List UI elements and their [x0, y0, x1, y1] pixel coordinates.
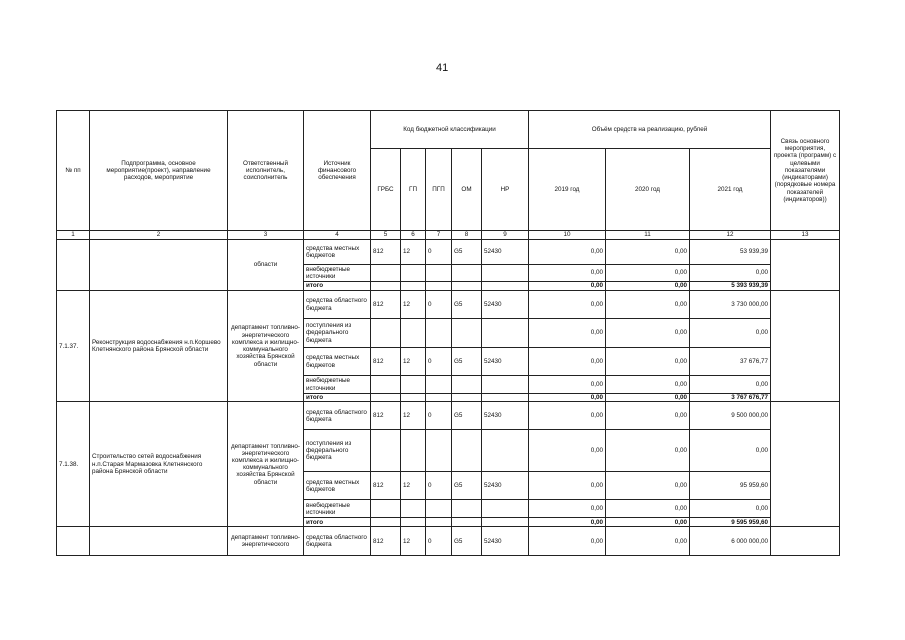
cell-pgp: 0 [426, 291, 452, 319]
cell-grbs [371, 282, 401, 291]
cell-pgp [426, 394, 452, 402]
header-program: Подпрограмма, основное мероприятие(проект), направление расходов, мероприятие [90, 111, 228, 231]
cell-y2020: 0,00 [606, 430, 690, 472]
cell-grbs [371, 394, 401, 402]
table-header [57, 111, 840, 240]
cell-y2020: 0,00 [606, 291, 690, 319]
cell-link [771, 402, 840, 527]
cell-program: Реконструкция водоснабжения н.п.Коршево Клетнянского района Брянской области [90, 291, 228, 402]
cell-grbs: 812 [371, 348, 401, 376]
cell-link [771, 240, 840, 291]
cell-npp [57, 240, 90, 291]
cell-program: Строительство сетей водоснабжения н.п.Старая Мармазовка Клетнянского района Брянской области [90, 402, 228, 527]
cell-y2021: 0,00 [690, 265, 771, 282]
header-grbs: ГРБС [371, 149, 401, 231]
cell-source: итого [304, 518, 371, 527]
header-gp: ГП [401, 149, 426, 231]
header-executor: Ответственный исполнитель, соисполнитель [228, 111, 304, 231]
header-pgp: ПГП [426, 149, 452, 231]
column-number: 12 [690, 231, 771, 240]
cell-y2020: 0,00 [606, 527, 690, 556]
cell-y2019: 0,00 [529, 472, 606, 500]
cell-om: G5 [452, 348, 482, 376]
cell-grbs [371, 500, 401, 518]
cell-source: внебюджетные источники [304, 376, 371, 394]
column-number: 1 [57, 231, 90, 240]
table-row [57, 527, 840, 556]
cell-y2019: 0,00 [529, 265, 606, 282]
cell-source: средства областного бюджета [304, 291, 371, 319]
cell-y2019: 0,00 [529, 282, 606, 291]
cell-npp: 7.1.38. [57, 402, 90, 527]
column-number: 8 [452, 231, 482, 240]
cell-gp: 12 [401, 402, 426, 430]
cell-executor: области [228, 240, 304, 291]
table-row [57, 291, 840, 319]
cell-gp [401, 376, 426, 394]
cell-np [482, 518, 529, 527]
cell-pgp [426, 500, 452, 518]
cell-y2021: 37 676,77 [690, 348, 771, 376]
cell-y2020: 0,00 [606, 500, 690, 518]
cell-pgp: 0 [426, 348, 452, 376]
cell-executor: департамент топливно-энергетического [228, 527, 304, 556]
cell-y2019: 0,00 [529, 319, 606, 348]
cell-y2021: 0,00 [690, 319, 771, 348]
header-y2021: 2021 год [690, 149, 771, 231]
cell-grbs [371, 518, 401, 527]
cell-y2021: 5 393 939,39 [690, 282, 771, 291]
cell-source: поступления из федерального бюджета [304, 319, 371, 348]
cell-pgp: 0 [426, 240, 452, 265]
cell-om: G5 [452, 240, 482, 265]
cell-y2019: 0,00 [529, 527, 606, 556]
cell-np: 52430 [482, 402, 529, 430]
cell-y2020: 0,00 [606, 402, 690, 430]
table-row [57, 402, 840, 430]
column-number: 10 [529, 231, 606, 240]
cell-link [771, 291, 840, 402]
cell-y2021: 0,00 [690, 376, 771, 394]
cell-npp: 7.1.37. [57, 291, 90, 402]
cell-source: средства местных бюджетов [304, 472, 371, 500]
cell-np [482, 319, 529, 348]
cell-y2019: 0,00 [529, 518, 606, 527]
header-npp: № пп [57, 111, 90, 231]
column-number: 2 [90, 231, 228, 240]
cell-np: 52430 [482, 240, 529, 265]
cell-y2019: 0,00 [529, 348, 606, 376]
cell-np [482, 376, 529, 394]
cell-y2021: 95 959,60 [690, 472, 771, 500]
header-np: НР [482, 149, 529, 231]
cell-source: итого [304, 282, 371, 291]
cell-gp [401, 282, 426, 291]
cell-gp: 12 [401, 527, 426, 556]
cell-program [90, 527, 228, 556]
column-number-row [57, 231, 840, 240]
cell-pgp: 0 [426, 402, 452, 430]
header-link: Связь основного мероприятия, проекта (программ) с целевыми показателями (индикаторами) (порядковые номера показателей (индикаторов)) [771, 111, 840, 231]
cell-y2021: 3 730 000,00 [690, 291, 771, 319]
cell-y2020: 0,00 [606, 319, 690, 348]
cell-gp: 12 [401, 348, 426, 376]
cell-y2019: 0,00 [529, 402, 606, 430]
cell-executor: департамент топливно-энергетического комплекса и жилищно-коммунального хозяйства Брянской области [228, 291, 304, 402]
cell-np: 52430 [482, 472, 529, 500]
cell-grbs: 812 [371, 402, 401, 430]
cell-y2021: 53 939,39 [690, 240, 771, 265]
cell-y2019: 0,00 [529, 376, 606, 394]
cell-gp [401, 518, 426, 527]
cell-gp [401, 265, 426, 282]
cell-y2020: 0,00 [606, 376, 690, 394]
header-source: Источник финансового обеспечения [304, 111, 371, 231]
cell-source: средства местных бюджетов [304, 348, 371, 376]
cell-grbs [371, 319, 401, 348]
cell-pgp [426, 518, 452, 527]
cell-source: итого [304, 394, 371, 402]
cell-np [482, 394, 529, 402]
cell-y2020: 0,00 [606, 282, 690, 291]
cell-gp [401, 500, 426, 518]
cell-source: внебюджетные источники [304, 500, 371, 518]
cell-program [90, 240, 228, 291]
budget-table [56, 110, 840, 556]
header-y2020: 2020 год [606, 149, 690, 231]
column-number: 11 [606, 231, 690, 240]
header-y2019: 2019 год [529, 149, 606, 231]
cell-om: G5 [452, 472, 482, 500]
column-number: 9 [482, 231, 529, 240]
cell-y2021: 0,00 [690, 430, 771, 472]
cell-source: средства областного бюджета [304, 527, 371, 556]
cell-y2020: 0,00 [606, 265, 690, 282]
cell-om [452, 319, 482, 348]
cell-source: средства областного бюджета [304, 402, 371, 430]
cell-y2021: 9 500 000,00 [690, 402, 771, 430]
cell-pgp [426, 319, 452, 348]
cell-om [452, 500, 482, 518]
cell-om: G5 [452, 527, 482, 556]
header-volume: Объём средств на реализацию, рублей [529, 111, 771, 149]
cell-om [452, 518, 482, 527]
column-number: 5 [371, 231, 401, 240]
cell-om [452, 430, 482, 472]
cell-om [452, 394, 482, 402]
cell-gp: 12 [401, 240, 426, 265]
cell-gp [401, 430, 426, 472]
cell-y2019: 0,00 [529, 430, 606, 472]
column-number: 6 [401, 231, 426, 240]
cell-pgp [426, 282, 452, 291]
cell-y2021: 0,00 [690, 500, 771, 518]
cell-source: внебюджетные источники [304, 265, 371, 282]
cell-np [482, 282, 529, 291]
cell-grbs: 812 [371, 472, 401, 500]
cell-npp [57, 527, 90, 556]
cell-om [452, 376, 482, 394]
column-number: 13 [771, 231, 840, 240]
header-budget-code: Код бюджетной классификации [371, 111, 529, 149]
cell-grbs [371, 376, 401, 394]
cell-grbs: 812 [371, 240, 401, 265]
cell-y2021: 6 000 000,00 [690, 527, 771, 556]
cell-y2019: 0,00 [529, 240, 606, 265]
cell-om [452, 282, 482, 291]
cell-om [452, 265, 482, 282]
cell-gp: 12 [401, 291, 426, 319]
cell-np: 52430 [482, 291, 529, 319]
table-row [57, 240, 840, 265]
cell-grbs: 812 [371, 291, 401, 319]
cell-pgp [426, 430, 452, 472]
cell-y2019: 0,00 [529, 291, 606, 319]
cell-y2020: 0,00 [606, 518, 690, 527]
cell-pgp [426, 265, 452, 282]
cell-gp [401, 319, 426, 348]
cell-source: поступления из федерального бюджета [304, 430, 371, 472]
cell-executor: департамент топливно-энергетического комплекса и жилищно-коммунального хозяйства Брянской области [228, 402, 304, 527]
cell-y2021: 3 767 676,77 [690, 394, 771, 402]
cell-y2021: 9 595 959,60 [690, 518, 771, 527]
cell-pgp: 0 [426, 472, 452, 500]
cell-gp [401, 394, 426, 402]
cell-y2020: 0,00 [606, 240, 690, 265]
cell-y2019: 0,00 [529, 394, 606, 402]
cell-y2020: 0,00 [606, 348, 690, 376]
cell-om: G5 [452, 291, 482, 319]
cell-y2019: 0,00 [529, 500, 606, 518]
cell-grbs [371, 430, 401, 472]
cell-y2020: 0,00 [606, 472, 690, 500]
cell-source: средства местных бюджетов [304, 240, 371, 265]
cell-np: 52430 [482, 348, 529, 376]
cell-np [482, 500, 529, 518]
cell-grbs [371, 265, 401, 282]
column-number: 3 [228, 231, 304, 240]
cell-gp: 12 [401, 472, 426, 500]
cell-om: G5 [452, 402, 482, 430]
page-number: 41 [436, 62, 449, 74]
cell-np [482, 430, 529, 472]
cell-pgp: 0 [426, 527, 452, 556]
cell-grbs: 812 [371, 527, 401, 556]
cell-np [482, 265, 529, 282]
cell-pgp [426, 376, 452, 394]
cell-link [771, 527, 840, 556]
cell-np: 52430 [482, 527, 529, 556]
column-number: 4 [304, 231, 371, 240]
column-number: 7 [426, 231, 452, 240]
cell-y2020: 0,00 [606, 394, 690, 402]
header-om: ОМ [452, 149, 482, 231]
